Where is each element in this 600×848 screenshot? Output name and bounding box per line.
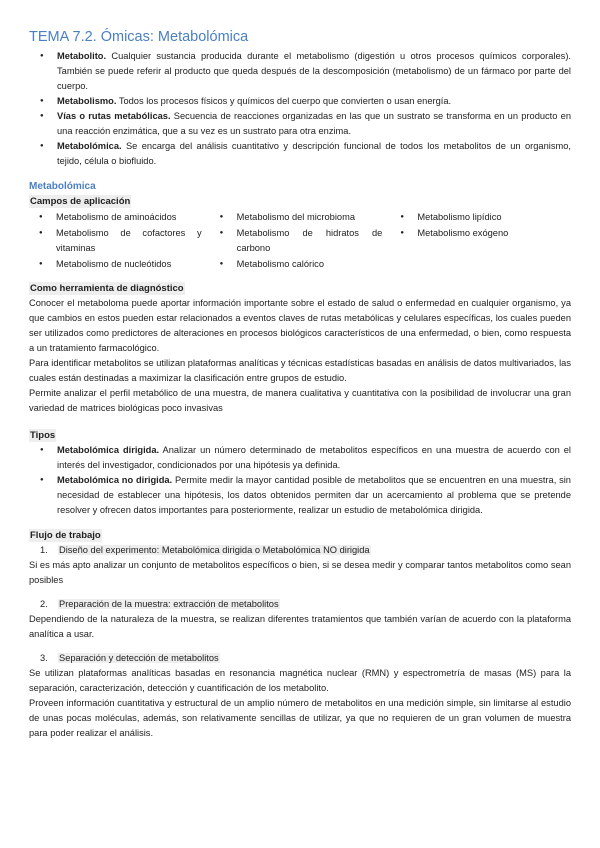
tipos-list [29, 443, 571, 518]
campos-columns [29, 210, 571, 273]
step-label: Preparación de la muestra: extracción de metabolitos [59, 599, 279, 609]
campos-column [29, 210, 210, 273]
campos-column [390, 210, 571, 273]
definition-term: Metabolismo. [57, 96, 117, 106]
campos-heading: Campos de aplicación [30, 196, 131, 207]
campo-item: ● Metabolismo de cofactores y vitaminas [56, 226, 202, 256]
campo-item: ● Metabolismo de aminoácidos [56, 210, 202, 225]
definition-text: Todos los procesos físicos y químicos del cuerpo que convierten o usan energía. [116, 96, 452, 106]
definition-term: Vías o rutas metabólicas. [57, 111, 171, 121]
campo-item: ● Metabolismo de nucleótidos [56, 257, 202, 272]
campos-column [210, 210, 391, 273]
campo-item: ● Metabolismo de hidratos de carbono [237, 226, 383, 256]
step-label: Diseño del experimento: Metabolómica dirigida o Metabolómica NO dirigida [59, 545, 370, 555]
definition-item [57, 49, 571, 94]
step-paragraph: Dependiendo de la naturaleza de la muestra, se realizan diferentes tratamientos que también varían de acuerdo con la plataforma analítica a usar. [29, 614, 571, 639]
step-number: 1. [40, 545, 48, 555]
tipo-text: Permite medir la mayor cantidad posible de metabolitos que se encuentren en una muestra, sin necesidad de establecer una hipótesis, los datos obtenidos permiten dar un acercamiento al problema que se pretende resolver y ofrecen datos importantes para posteriormente, realizar un estudio de metabolómica dirigida. [57, 475, 571, 515]
definition-item [57, 139, 571, 169]
flujo-heading: Flujo de trabajo [30, 530, 101, 541]
tipo-item [57, 443, 571, 473]
workflow-step-label [29, 597, 571, 612]
step-paragraph: Se utilizan plataformas analíticas basadas en resonancia magnética nuclear (RMN) y espectrometría de masas (MS) para la separación, caracterización, detección y cuantificación de los metabolito. [29, 668, 571, 693]
campo-item: ● Metabolismo exógeno [417, 226, 563, 241]
step-label: Separación y detección de metabolitos [59, 653, 219, 663]
definition-term: Metabolito. [57, 51, 107, 61]
page-title: TEMA 7.2. Ómicas: Metabolómica [29, 29, 249, 45]
step-paragraph: Proveen información cuantitativa y estructural de un amplio número de metabolitos en una medición simple, sin limitarse al estudio de unas pocas moléculas, además, son relativamente sencillas de utilizar, ya que no requieren de un gran volumen de muestra para poder realizar el análisis. [29, 698, 571, 738]
campo-item: ● Metabolismo calórico [237, 257, 383, 272]
definition-text: Cualquier sustancia producida durante el metabolismo (digestión u otros procesos químicos corporales). También se puede referir al producto que queda después de la descomposición (metabolismo) de un fármaco por parte del cuerpo. [57, 51, 571, 91]
step-paragraph: Si es más apto analizar un conjunto de metabolitos específicos o bien, si se desea medir y comparar tantos metabolitos como sean posibles [29, 560, 571, 585]
campo-item: ● Metabolismo lipídico [417, 210, 563, 225]
section-heading: Metabolómica [29, 181, 96, 192]
tipo-term: Metabolómica no dirigida. [57, 475, 173, 485]
campo-item: ● Metabolismo del microbioma [237, 210, 383, 225]
tipo-text: Analizar un número determinado de metabolitos específicos en una muestra de acuerdo con el interés del investigador, condicionados por una hipótesis ya definida. [57, 445, 571, 470]
definition-text: Se encarga del análisis cuantitativo y descripción funcional de todos los metabolitos de un organismo, tejido, célula o biofluido. [57, 141, 571, 166]
step-number: 3. [40, 653, 48, 663]
diagnostico-paragraph: Para identificar metabolitos se utilizan plataformas analíticas y técnicas estadísticas basadas en análisis de datos multivariados, las cuales están destinadas a maximizar la clasificación entre grupos de estudio. [29, 358, 571, 383]
workflow-step-label [29, 651, 571, 666]
step-number: 2. [40, 599, 48, 609]
diagnostico-paragraph: Conocer el metaboloma puede aportar información importante sobre el estado de salud o enfermedad en cualquier organismo, ya que cambios en estos pueden estar relacionados a eventos claves de rutas metabólicas y celulares específicas, los cuales pueden ser utilizados como predictores de alteraciones en procesos biológicos característicos de una enfermedad, o bien, como respuesta a un tratamiento farmacológico. [29, 298, 571, 353]
tipo-item [57, 473, 571, 518]
definition-term: Metabolómica. [57, 141, 122, 151]
definition-item [57, 109, 571, 139]
definition-item [57, 94, 571, 109]
workflow-steps [29, 543, 571, 741]
tipo-term: Metabolómica dirigida. [57, 445, 160, 455]
diagnostico-heading: Como herramienta de diagnóstico [30, 283, 184, 294]
workflow-step-label [29, 543, 571, 558]
definition-text: Secuencia de reacciones organizadas en las que un sustrato se transforma en un producto en una reacción enzimática, que a su vez es un sustrato para otra enzima. [57, 111, 572, 136]
definitions-list [29, 49, 571, 169]
diagnostico-paragraph: Permite analizar el perfil metabólico de una muestra, de manera cualitativa y cuantitativa con la posibilidad de involucrar una gran variedad de matrices biológicas poco invasivas [29, 388, 571, 413]
tipos-heading: Tipos [30, 430, 56, 441]
